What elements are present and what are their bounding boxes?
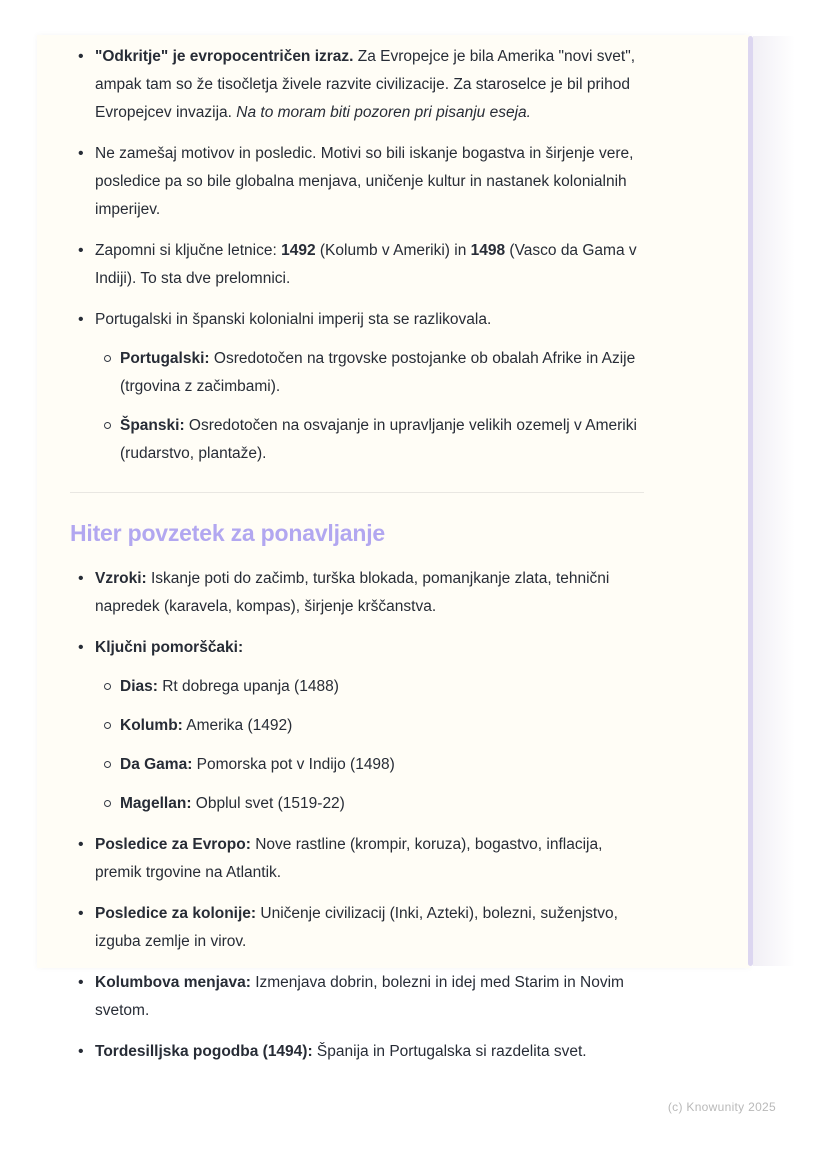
list-item [95,140,644,224]
notes-list-summary [70,565,644,1066]
bullet-icon [78,969,84,997]
document-page [37,35,750,1060]
bullet-icon [78,306,84,334]
note-italic-text: Na to moram biti pozoren pri pisanju eseja. [236,104,531,121]
list-item [95,969,644,1025]
note-bold-year: 1498 [470,242,506,259]
bullet-icon [78,565,84,593]
note-bold-text: Španski: [120,417,185,434]
notes-list-top [70,43,644,468]
sub-list-item [120,751,644,779]
circle-bullet-icon [104,722,111,729]
section-divider [70,492,644,493]
list-item [95,1038,644,1066]
list-item [95,900,644,956]
note-text: Izmenjava dobrin, bolezni in idej med Starim in Novim svetom. [95,974,624,1019]
bullet-icon [78,634,84,662]
note-text: Zapomni si ključne letnice: [95,242,282,259]
scrollbar-thumb[interactable] [748,36,753,966]
circle-bullet-icon [104,761,111,768]
note-bold-text: "Odkritje" je evropocentričen izraz. [95,48,354,65]
note-bold-text: Portugalski: [120,350,210,367]
note-text: (Vasco da Gama v Indiji). To sta dve prelomnici. [95,242,637,287]
note-bold-text: Da Gama: [120,756,193,773]
footer-credit: (c) Knowunity 2025 [667,1100,776,1114]
note-bold-text: Ključni pomorščaki: [95,639,244,656]
note-text: Osredotočen na trgovske postojanke ob obalah Afrike in Azije (trgovina z začimbami). [120,350,636,395]
sub-list-item [120,345,644,401]
circle-bullet-icon [104,355,111,362]
notes-content [70,43,644,1066]
note-text: Za Evropejce je bila Amerika "novi svet", ampak tam so že tisočletja živele razvite civilizacije. Za staroselce je bil prihod Evropejcev invazija. [95,48,635,121]
note-text: Portugalski in španski kolonialni imperij sta se razlikovala. [95,311,492,328]
summary-heading: Hiter povzetek za ponavljanje [70,520,386,546]
list-item [95,306,644,468]
note-text: Ne zamešaj motivov in posledic. Motivi so bili iskanje bogastva in širjenje vere, posledice pa so bile globalna menjava, uničenje kultur in nastanek kolonialnih imperijev. [95,145,634,218]
note-text: Osredotočen na osvajanje in upravljanje velikih ozemelj v Ameriki (rudarstvo, plantaže). [120,417,637,462]
nested-list [95,345,644,468]
note-bold-text: Vzroki: [95,570,147,587]
note-bold-text: Posledice za Evropo: [95,836,251,853]
note-text: Amerika (1492) [182,717,293,734]
note-text: Rt dobrega upanja (1488) [157,678,339,695]
bullet-icon [78,237,84,265]
sub-list-item [120,790,644,818]
note-bold-text: Kolumb: [120,717,183,734]
page-right-shadow [753,36,795,966]
bullet-icon [78,43,84,71]
circle-bullet-icon [104,800,111,807]
bullet-icon [78,1038,84,1066]
note-bold-text: Posledice za kolonije: [95,905,257,922]
bullet-icon [78,831,84,859]
circle-bullet-icon [104,422,111,429]
circle-bullet-icon [104,683,111,690]
note-text: Obplul svet (1519-22) [191,795,345,812]
list-item [95,634,644,818]
note-text: Pomorska pot v Indijo (1498) [192,756,395,773]
nested-list [95,673,644,818]
list-item [95,565,644,621]
bullet-icon [78,140,84,168]
sub-list-item [120,673,644,701]
note-text: Iskanje poti do začimb, turška blokada, pomanjkanje zlata, tehnični napredek (karavela, kompas), širjenje krščanstva. [95,570,610,615]
sub-list-item [120,412,644,468]
note-bold-text: Magellan: [120,795,192,812]
sub-list-item [120,712,644,740]
note-bold-year: 1492 [281,242,316,259]
note-bold-text: Kolumbova menjava: [95,974,251,991]
note-text: Nove rastline (krompir, koruza), bogastvo, inflacija, premik trgovine na Atlantik. [95,836,603,881]
bullet-icon [78,900,84,928]
list-item [95,237,644,293]
note-bold-text: Tordesilljska pogodba (1494): [95,1043,313,1060]
note-text: Španija in Portugalska si razdelita svet. [312,1043,587,1060]
list-item [95,43,644,127]
list-item [95,831,644,887]
note-text: Uničenje civilizacij (Inki, Azteki), bolezni, suženjstvo, izguba zemlje in virov. [95,905,618,950]
note-text: (Kolumb v Ameriki) in [315,242,471,259]
note-bold-text: Dias: [120,678,158,695]
